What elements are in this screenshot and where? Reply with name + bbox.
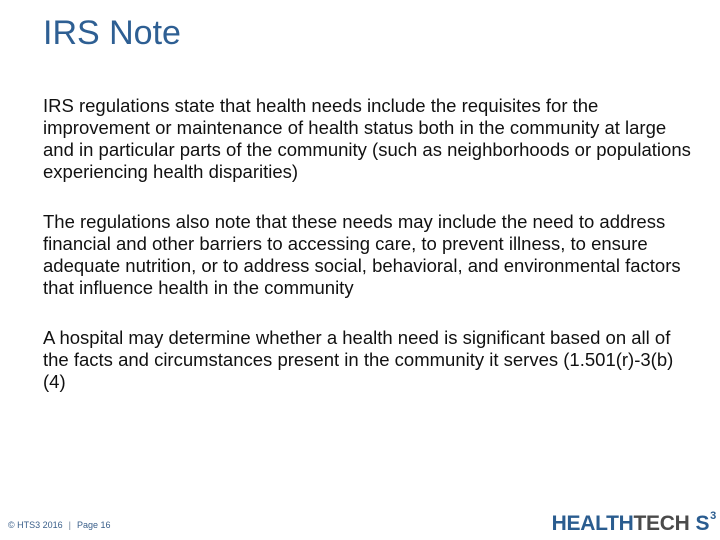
paragraph-hospital-determination: A hospital may determine whether a health need is significant based on all of the facts and circumstances present in the community it serves (1.501(r)-3(b)(4) <box>43 327 674 392</box>
logo-superscript: 3 <box>710 510 716 522</box>
slide-body <box>43 95 693 393</box>
slide-title: IRS Note <box>43 14 181 52</box>
logo-tech-text: TECH <box>633 512 690 535</box>
logo-s-text: S <box>695 512 710 535</box>
footer-copyright: © HTS3 2016 <box>8 520 63 530</box>
slide-footer <box>8 520 111 530</box>
paragraph-irs-regulations: IRS regulations state that health needs include the requisites for the improvement or maintenance of health status both in the community at large and in particular parts of the community (such as neighborhoods or populations experiencing health disparities) <box>43 95 691 182</box>
paragraph-regulations-note: The regulations also note that these needs may include the need to address financial and other barriers to accessing care, to prevent illness, to ensure adequate nutrition, or to address social, behavioral, and environmental factors that influence health in the community <box>43 211 681 298</box>
healthtech-s3-logo <box>552 512 716 536</box>
footer-separator: | <box>68 520 72 530</box>
footer-page-number: Page 16 <box>77 520 111 530</box>
logo-health-text: HEALTH <box>551 512 634 535</box>
